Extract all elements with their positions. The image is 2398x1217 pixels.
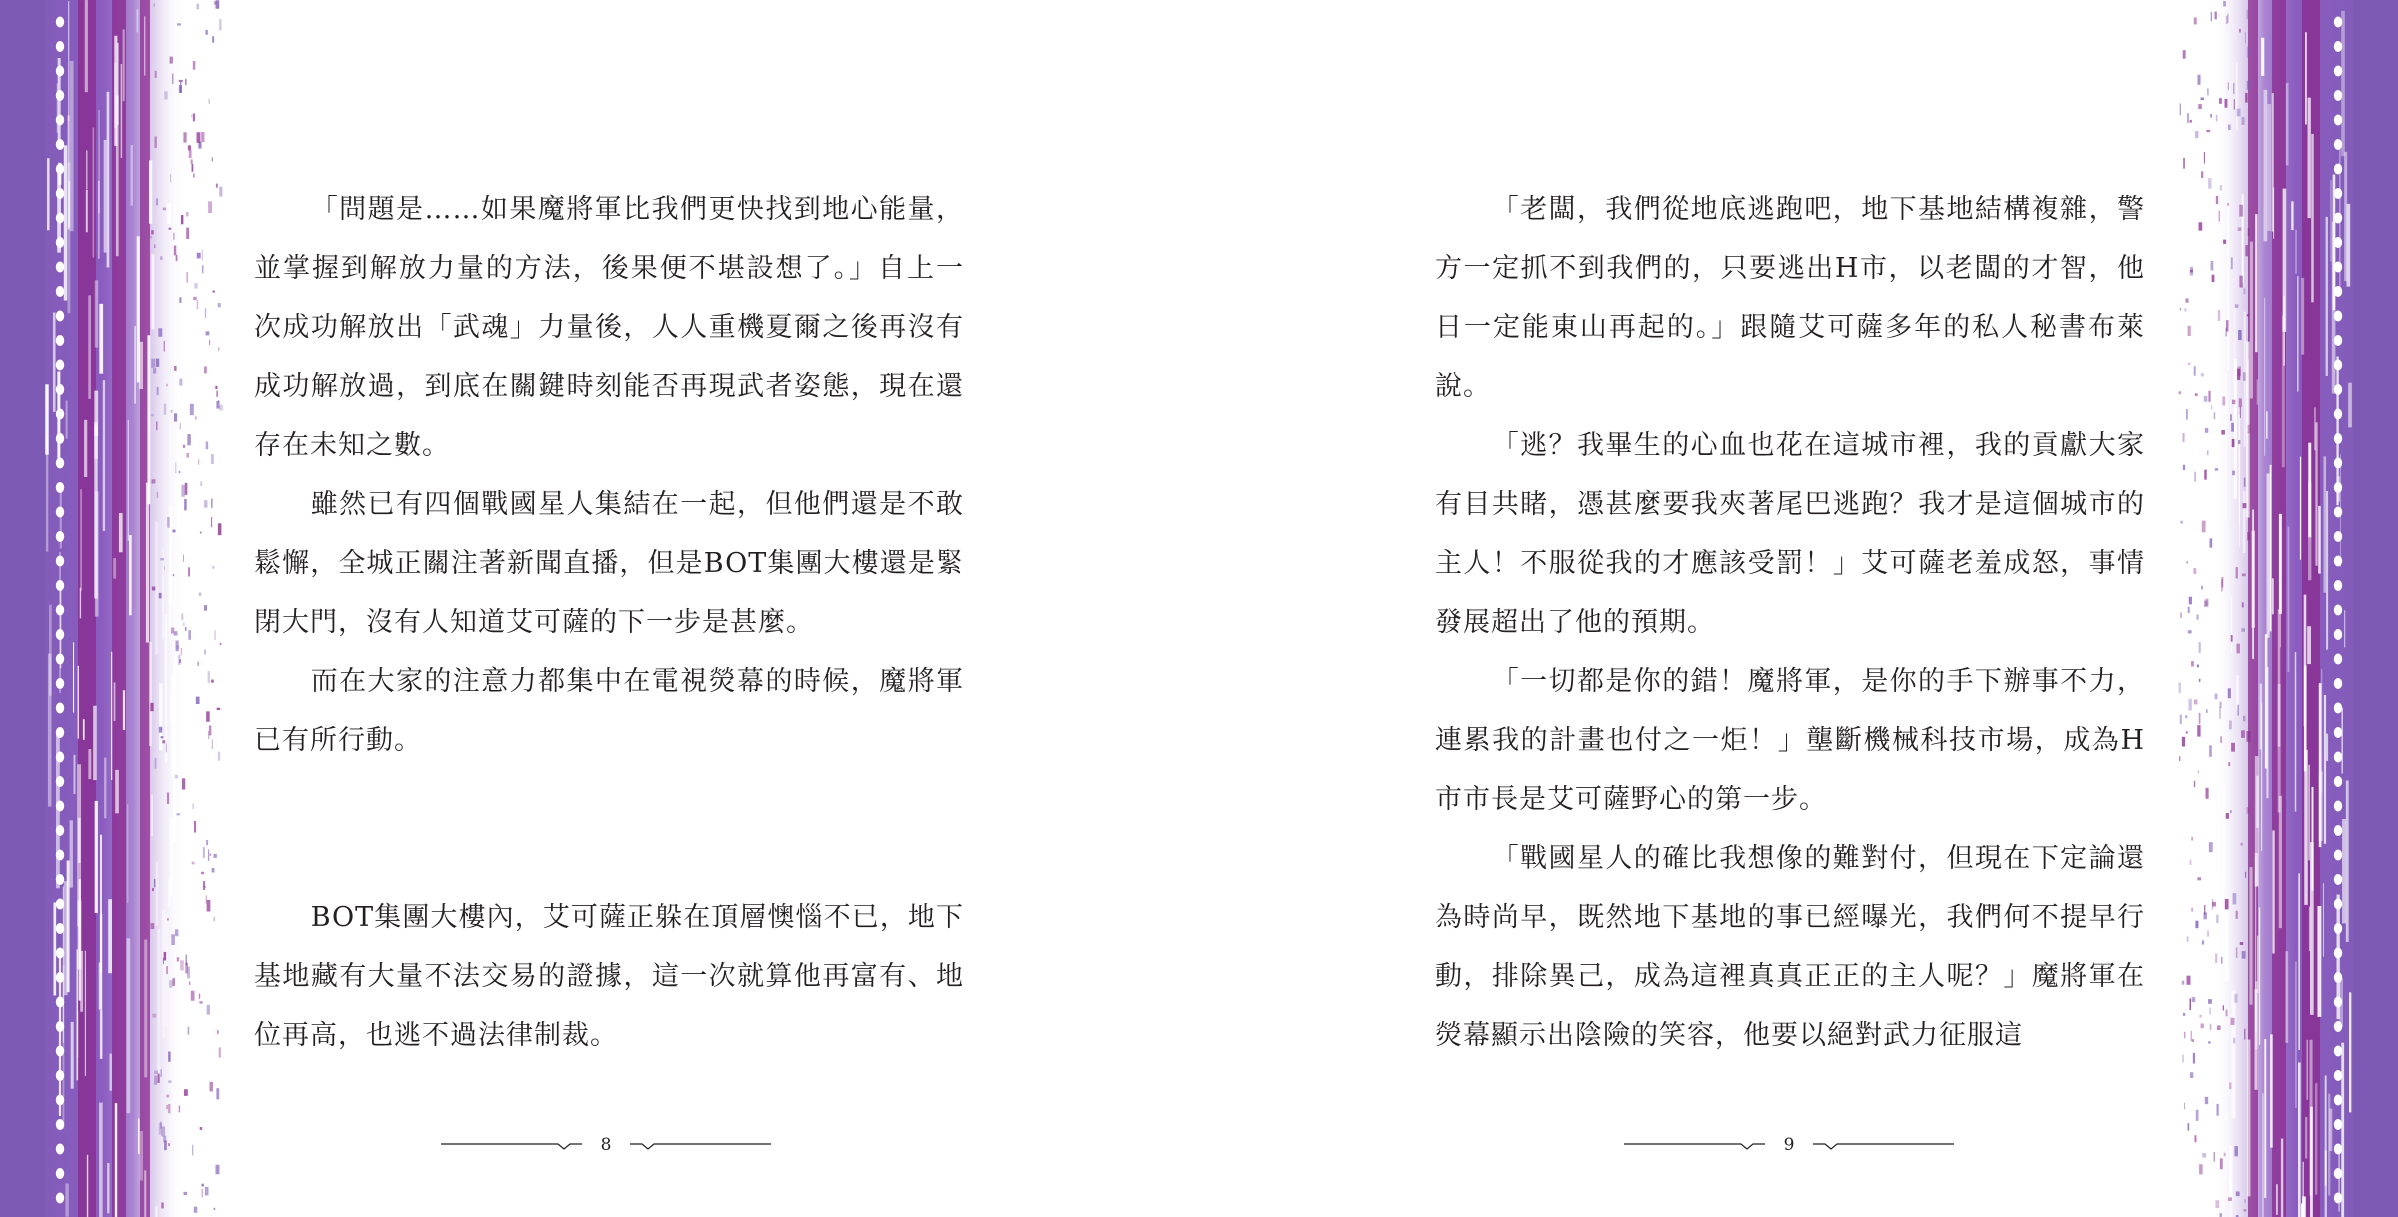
right-paragraph-4: 「戰國星人的確比我想像的難對付，但現在下定論還為時尚早，既然地下基地的事已經曝光，我們何不提早行動，排除異己，成為這裡真真正正的主人呢？」魔將軍在熒幕顯示出陰險的笑容，他要以絕對武力征服這 (1435, 843, 2145, 1051)
page-number-left: 8 (600, 1135, 612, 1155)
left-page-body (254, 180, 964, 1065)
page-number-right: 9 (1783, 1135, 1795, 1155)
left-paragraph-1: 「問題是……如果魔將軍比我們更快找到地心能量，並掌握到解放力量的方法，後果便不堪設想了。」自上一次成功解放出「武魂」力量後，人人重機夏爾之後再沒有成功解放過，到底在關鍵時刻能否再現武者姿態，現在還存在未知之數。 (254, 194, 964, 461)
right-paragraph-2: 「逃？我畢生的心血也花在這城市裡，我的貢獻大家有目共睹，憑甚麼要我夾著尾巴逃跑？我才是這個城市的主人！不服從我的才應該受罰！」艾可薩老羞成怒，事情發展超出了他的預期。 (1435, 430, 2145, 638)
right-page-body (1435, 180, 2145, 1065)
section-break (254, 770, 964, 888)
page-number-footer-left (436, 1131, 776, 1161)
left-paragraph-2: 雖然已有四個戰國星人集結在一起，但他們還是不敢鬆懈，全城正關注著新聞直播，但是BOT集團大樓還是緊閉大門，沒有人知道艾可薩的下一步是甚麼。 (254, 489, 964, 638)
page-number-footer-right (1619, 1131, 1959, 1161)
left-paragraph-3: 而在大家的注意力都集中在電視熒幕的時候，魔將軍已有所行動。 (254, 666, 964, 756)
left-paragraph-4: BOT集團大樓內，艾可薩正躲在頂層懊惱不已，地下基地藏有大量不法交易的證據，這一次就算他再富有、地位再高，也逃不過法律制裁。 (254, 902, 964, 1051)
right-paragraph-3: 「一切都是你的錯！魔將軍，是你的手下辦事不力，連累我的計畫也付之一炬！」壟斷機械科技市場，成為H市市長是艾可薩野心的第一步。 (1435, 666, 2145, 815)
right-paragraph-1: 「老闆，我們從地底逃跑吧，地下基地結構複雜，警方一定抓不到我們的，只要逃出H市，以老闆的才智，他日一定能東山再起的。」跟隨艾可薩多年的私人秘書布萊說。 (1435, 194, 2145, 402)
right-page (1199, 0, 2398, 1217)
